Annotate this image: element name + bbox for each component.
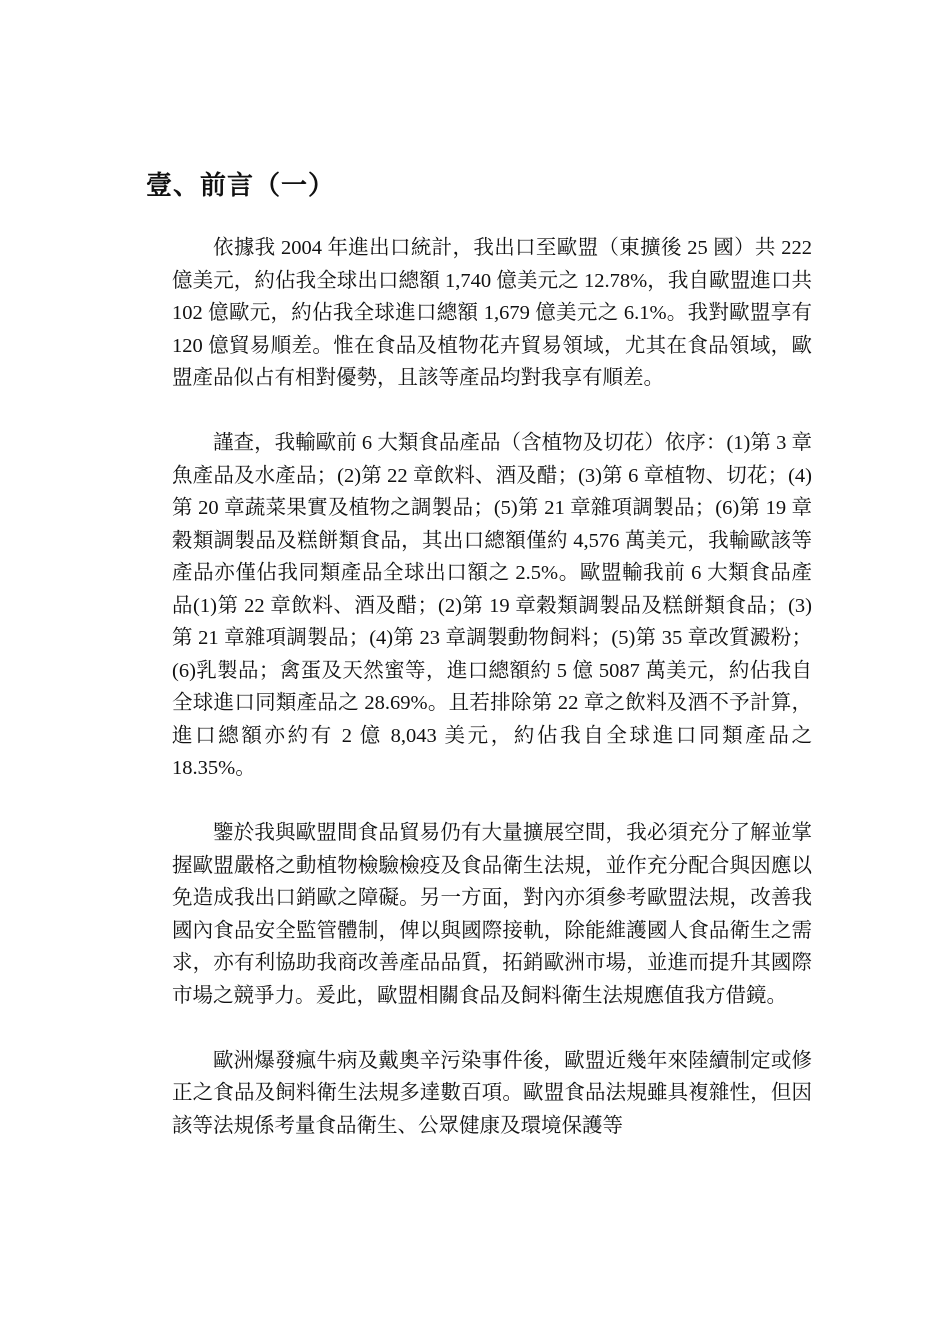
body-text: [172, 232, 812, 1175]
paragraph-eu-regulations-importance: 鑒於我與歐盟間食品貿易仍有大量擴展空間，我必須充分了解並掌握歐盟嚴格之動植物檢驗檢疫及食品衛生法規，並作充分配合與因應以免造成我出口銷歐之障礙。另一方面，對內亦須參考歐盟法規，改善我國內食品安全監管體制，俾以與國際接軌，除能維護國人食品衛生之需求，亦有利協助我商改善產品品質，拓銷歐洲市場，並進而提升其國際市場之競爭力。爰此，歐盟相關食品及飼料衛生法規應值我方借鏡。: [172, 822, 812, 1007]
paragraph-trade-statistics: 依據我 2004 年進出口統計，我出口至歐盟（東擴後 25 國）共 222 億美元，約佔我全球出口總額 1,740 億美元之 12.78%，我自歐盟進口共 102 億歐元，約佔我全球進口總額 1,679 億美元之 6.1%。我對歐盟享有 120 億貿易順差。惟在食品及植物花卉貿易領域，尤其在食品領域，歐盟產品似占有相對優勢，且該等產品均對我享有順差。: [172, 237, 812, 389]
section-heading: 壹、前言（一）: [146, 171, 336, 200]
paragraph-eu-food-law-background: 歐洲爆發瘋牛病及戴奧辛污染事件後，歐盟近幾年來陸續制定或修正之食品及飼料衛生法規多達數百項。歐盟食品法規雖具複雜性，但因該等法規係考量食品衛生、公眾健康及環境保護等: [172, 1049, 812, 1137]
paragraph-food-product-categories: 謹查，我輸歐前 6 大類食品產品（含植物及切花）依序：(1)第 3 章魚產品及水產品；(2)第 22 章飲料、酒及醋；(3)第 6 章植物、切花；(4)第 20 章蔬菜果實及植物之調製品；(5)第 21 章雜項調製品；(6)第 19 章穀類調製品及糕餅類食品，其出口總額僅約 4,576 萬美元，我輸歐該等產品亦僅佔我同類產品全球出口額之 2.5%。歐盟輸我前 6 大類食品產品(1)第 22 章飲料、酒及醋；(2)第 19 章穀類調製品及糕餅類食品；(3)第 21 章雜項調製品；(4)第 23 章調製動物飼料；(5)第 35 章改質澱粉；(6)乳製品；禽蛋及天然蜜等，進口總額約 5 億 5087 萬美元，約佔我自全球進口同類產品之 28.69%。且若排除第 22 章之飲料及酒不予計算，進口總額亦約有 2 億 8,043 美元，約佔我自全球進口同類產品之 18.35%。: [172, 432, 812, 779]
